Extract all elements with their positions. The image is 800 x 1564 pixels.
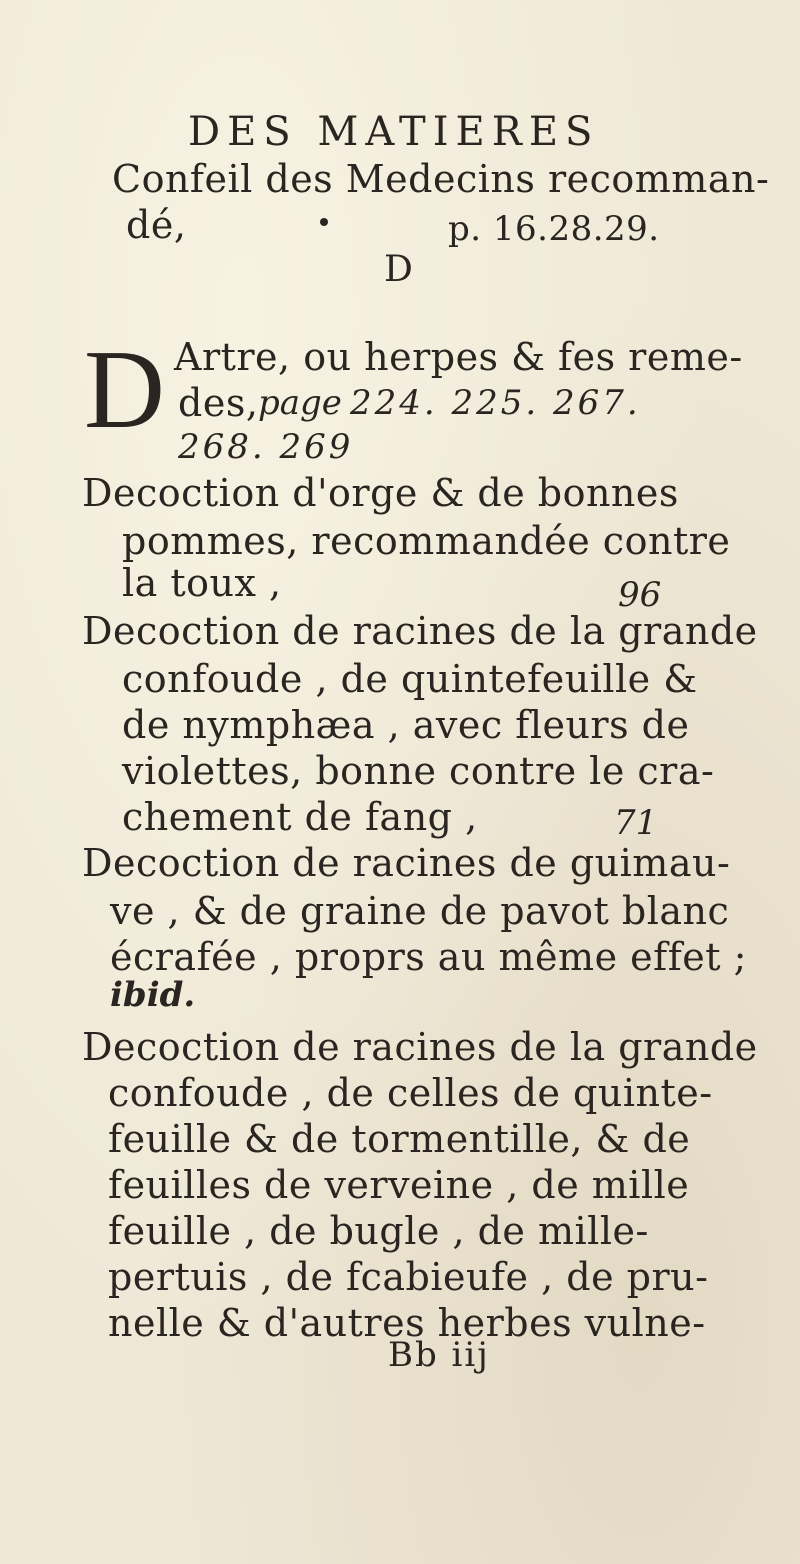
entry-line: confoude , de quintefeuille & — [122, 657, 698, 701]
entry-line: Decoction de racines de la grande — [82, 1025, 758, 1069]
entry-line: feuille , de bugle , de mille- — [108, 1209, 649, 1253]
letter-heading: D — [384, 249, 414, 290]
entry-pages: 71 — [614, 803, 658, 843]
entry-line: Decoction d'orge & de bonnes — [82, 471, 679, 515]
entry-line: confoude , de celles de quinte- — [108, 1071, 713, 1115]
entry-pages: p. 16.28.29. — [448, 209, 660, 249]
entry-line: Decoction de racines de guimau- — [82, 841, 731, 885]
leader-dot — [320, 218, 328, 226]
running-title: DES MATIERES — [188, 109, 600, 155]
entry-line: chement de fang , — [122, 795, 478, 839]
entry-line: violettes, bonne contre le cra- — [122, 749, 715, 793]
entry-pages: 268. 269 — [178, 427, 354, 467]
entry-line: Confeil des Medecins recomman- — [112, 157, 770, 201]
entry-pages: ibid. — [110, 975, 196, 1015]
entry-line: des, — [178, 381, 259, 425]
drop-cap: D — [84, 328, 165, 452]
entry-line: ve , & de graine de pavot blanc — [110, 889, 730, 933]
entry-line: feuilles de verveine , de mille — [108, 1163, 690, 1207]
page-word: page — [258, 383, 342, 423]
entry-line: nelle & d'autres herbes vulne- — [108, 1301, 706, 1345]
entry-line: Decoction de racines de la grande — [82, 609, 758, 653]
signature-mark: Bb iij — [388, 1335, 490, 1375]
entry-pages: 224. 225. 267. — [350, 383, 641, 423]
entry-line: écrafée , proprs au même effet ; — [110, 935, 747, 979]
entry-line: pertuis , de fcabieufe , de pru- — [108, 1255, 709, 1299]
entry-pages: 96 — [618, 575, 662, 615]
entry-line: dé, — [126, 203, 187, 247]
entry-line: pommes, recommandée contre — [122, 519, 731, 563]
entry-line: la toux , — [122, 561, 282, 605]
entry-line: de nymphæa , avec fleurs de — [122, 703, 690, 747]
entry-line: Artre, ou herpes & fes reme- — [174, 335, 743, 379]
entry-line: feuille & de tormentille, & de — [108, 1117, 691, 1161]
